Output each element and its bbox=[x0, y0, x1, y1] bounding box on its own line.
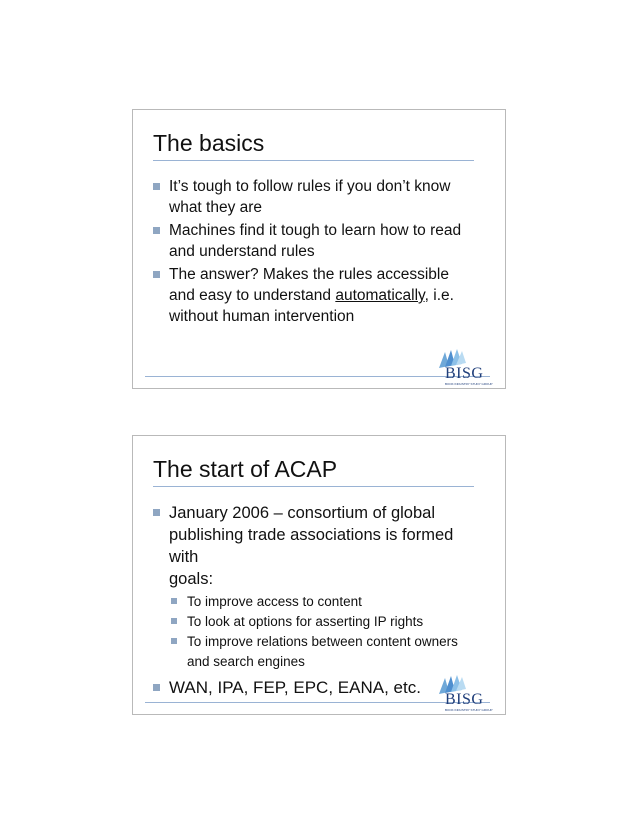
logo-text: BISG bbox=[445, 365, 484, 382]
bullet-square-icon bbox=[153, 183, 160, 190]
bullet-text: Machines find it tough to learn how to read bbox=[169, 222, 462, 239]
sub-bullet-text: To improve relations between content owners bbox=[187, 634, 458, 649]
bullet-list bbox=[153, 502, 487, 702]
bullet-text: It’s tough to follow rules if you don’t know bbox=[169, 178, 451, 195]
bullet-text: without human intervention bbox=[169, 308, 355, 325]
logo-subtitle: BOOK INDUSTRY STUDY GROUP bbox=[445, 708, 493, 712]
bullet-square-icon bbox=[153, 271, 160, 278]
title-divider bbox=[153, 486, 474, 487]
sub-bullet-text: and search engines bbox=[187, 654, 305, 669]
title-divider bbox=[153, 160, 474, 161]
bullet-text: and easy to understand bbox=[169, 287, 336, 304]
sub-bullet-item bbox=[171, 612, 487, 632]
sub-bullet-square-icon bbox=[171, 638, 177, 644]
bullet-item bbox=[153, 502, 487, 590]
bullet-text: and understand rules bbox=[169, 243, 315, 260]
bullet-text: WAN, IPA, FEP, EPC, EANA, etc. bbox=[169, 678, 421, 697]
logo-text: BISG bbox=[445, 691, 484, 708]
bullet-square-icon bbox=[153, 509, 160, 516]
underlined-word: automatically bbox=[335, 287, 425, 304]
slide-the-start-of-acap bbox=[132, 435, 506, 715]
bullet-text: The answer? Makes the rules accessible bbox=[169, 266, 449, 283]
sub-bullet-square-icon bbox=[171, 618, 177, 624]
bullet-item bbox=[153, 220, 487, 262]
sub-bullet-text: To look at options for asserting IP rights bbox=[187, 614, 424, 629]
slide-the-basics bbox=[132, 109, 506, 389]
bullet-square-icon bbox=[153, 684, 160, 691]
bullet-text: what they are bbox=[169, 199, 263, 216]
bullet-item bbox=[153, 264, 487, 327]
bisg-logo bbox=[431, 674, 495, 714]
bullet-square-icon bbox=[153, 227, 160, 234]
slide-title: The basics bbox=[153, 130, 265, 156]
bullet-text: goals: bbox=[169, 570, 214, 588]
bullet-list bbox=[153, 176, 487, 329]
sub-bullet-text: To improve access to content bbox=[187, 594, 362, 609]
sub-bullet-item bbox=[171, 632, 487, 672]
sub-bullet-square-icon bbox=[171, 598, 177, 604]
logo-subtitle: BOOK INDUSTRY STUDY GROUP bbox=[445, 382, 493, 386]
bullet-item bbox=[153, 176, 487, 218]
bullet-text: , i.e. bbox=[424, 287, 454, 304]
sub-bullet-item bbox=[171, 592, 487, 612]
slide-title: The start of ACAP bbox=[153, 456, 338, 482]
bullet-text: publishing trade associations is formed with bbox=[169, 526, 454, 566]
bisg-logo bbox=[431, 348, 495, 388]
bullet-text: January 2006 – consortium of global bbox=[169, 504, 435, 522]
